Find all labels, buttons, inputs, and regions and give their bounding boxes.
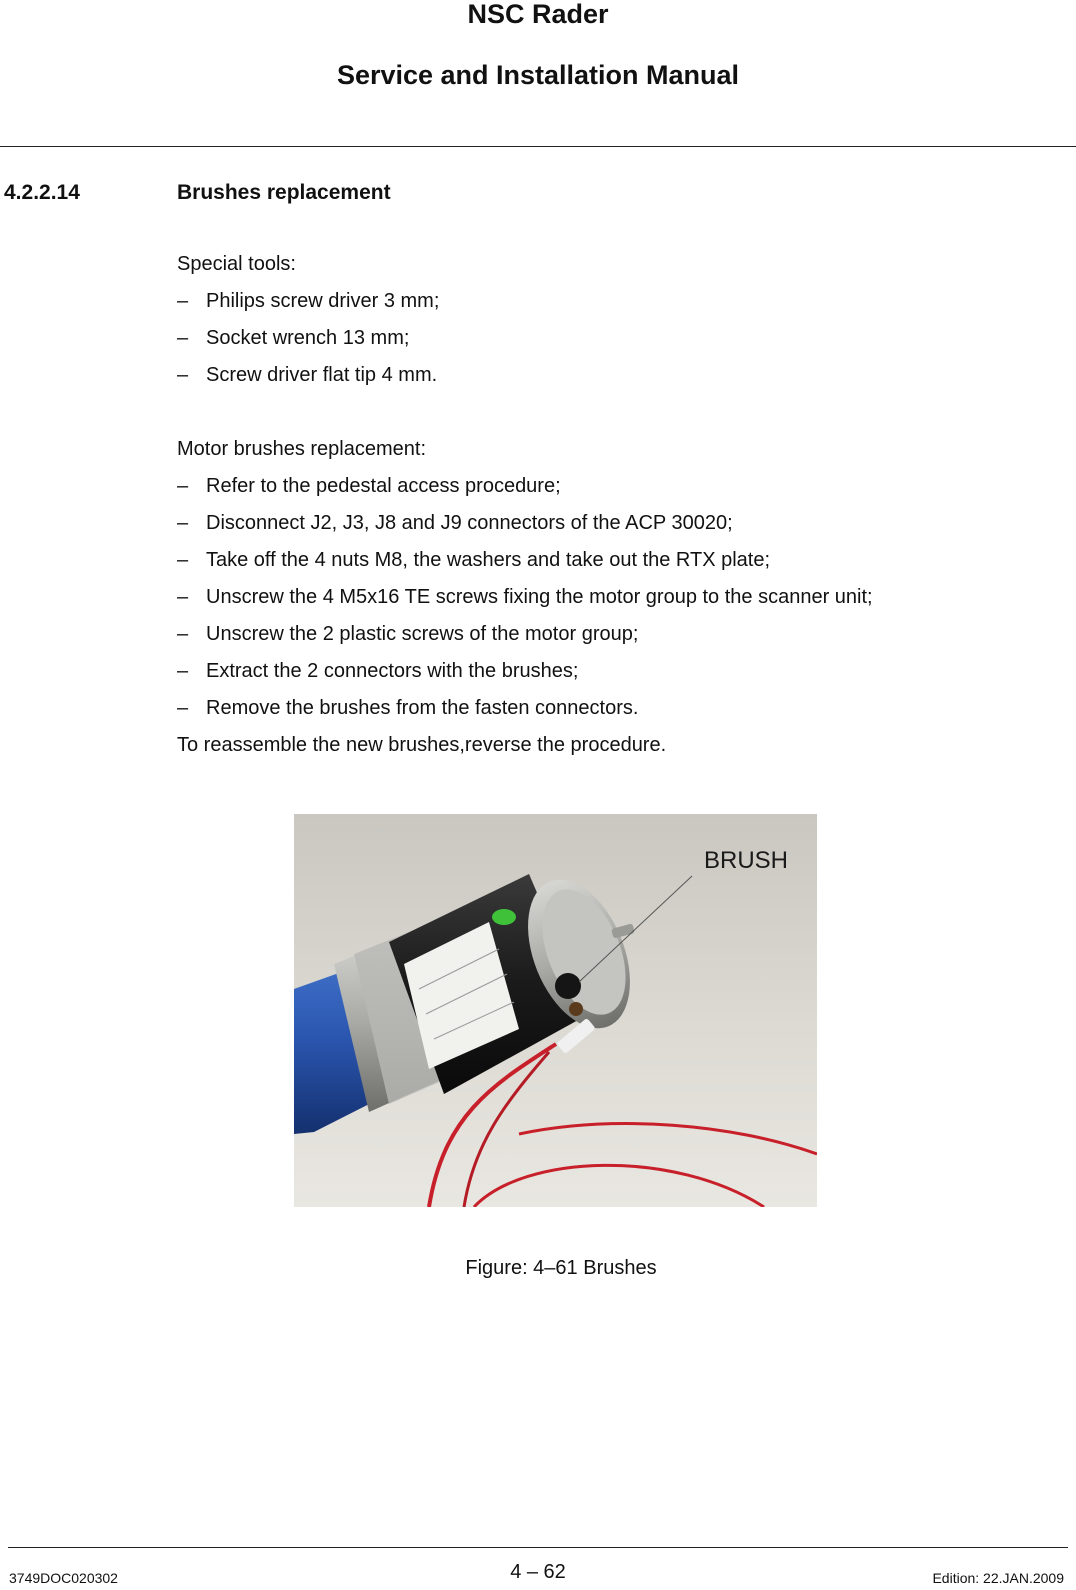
bullet-dash: – bbox=[177, 660, 189, 682]
procedure-step-text: Take off the 4 nuts M8, the washers and take out the RTX plate; bbox=[206, 549, 771, 571]
manual-title: NSC Rader bbox=[467, 0, 609, 29]
tool-item bbox=[177, 362, 437, 388]
procedure-step-text: Unscrew the 2 plastic screws of the motor group; bbox=[206, 623, 639, 645]
procedure-step-text: Remove the brushes from the fasten connectors. bbox=[206, 697, 639, 719]
procedure-step bbox=[177, 695, 638, 721]
brush-label: BRUSH bbox=[704, 847, 789, 874]
procedure-step-text: Refer to the pedestal access procedure; bbox=[206, 475, 561, 497]
document-id: 3749DOC020302 bbox=[9, 1570, 118, 1586]
procedure-step bbox=[177, 658, 578, 684]
special-tools-heading: Special tools: bbox=[177, 253, 296, 275]
bullet-dash: – bbox=[177, 549, 189, 571]
procedure-step-text: Extract the 2 connectors with the brushes; bbox=[206, 660, 579, 682]
figure-caption: Figure: 4–61 Brushes bbox=[465, 1257, 657, 1279]
bullet-dash: – bbox=[177, 697, 189, 719]
footer-divider bbox=[8, 1547, 1068, 1548]
tool-item-text: Screw driver flat tip 4 mm. bbox=[206, 364, 438, 386]
bullet-dash: – bbox=[177, 586, 189, 608]
brush-motor-photo bbox=[294, 814, 817, 1207]
procedure-step-text: Disconnect J2, J3, J8 and J9 connectors of the ACP 30020; bbox=[206, 512, 733, 534]
tool-item bbox=[177, 288, 439, 314]
tool-item-text: Socket wrench 13 mm; bbox=[206, 327, 410, 349]
edition-date: Edition: 22.JAN.2009 bbox=[932, 1570, 1064, 1586]
bullet-dash: – bbox=[177, 290, 189, 312]
procedure-step bbox=[177, 621, 638, 647]
procedure-step bbox=[177, 473, 561, 499]
bullet-dash: – bbox=[177, 512, 189, 534]
procedure-heading: Motor brushes replacement: bbox=[177, 438, 427, 460]
bullet-dash: – bbox=[177, 327, 189, 349]
procedure-step bbox=[177, 547, 770, 573]
section-title: Brushes replacement bbox=[177, 181, 391, 204]
procedure-step bbox=[177, 584, 873, 610]
manual-subtitle: Service and Installation Manual bbox=[336, 60, 740, 90]
bullet-dash: – bbox=[177, 364, 189, 386]
procedure-step-text: Unscrew the 4 M5x16 TE screws fixing the motor group to the scanner unit; bbox=[206, 586, 873, 608]
procedure-closing: To reassemble the new brushes,reverse the procedure. bbox=[177, 734, 667, 756]
page-number: 4 – 62 bbox=[510, 1561, 566, 1583]
tool-item bbox=[177, 325, 409, 351]
header-divider bbox=[0, 146, 1076, 147]
tool-item-text: Philips screw driver 3 mm; bbox=[206, 290, 440, 312]
section-number: 4.2.2.14 bbox=[4, 181, 80, 204]
bullet-dash: – bbox=[177, 475, 189, 497]
procedure-step bbox=[177, 510, 733, 536]
bullet-dash: – bbox=[177, 623, 189, 645]
